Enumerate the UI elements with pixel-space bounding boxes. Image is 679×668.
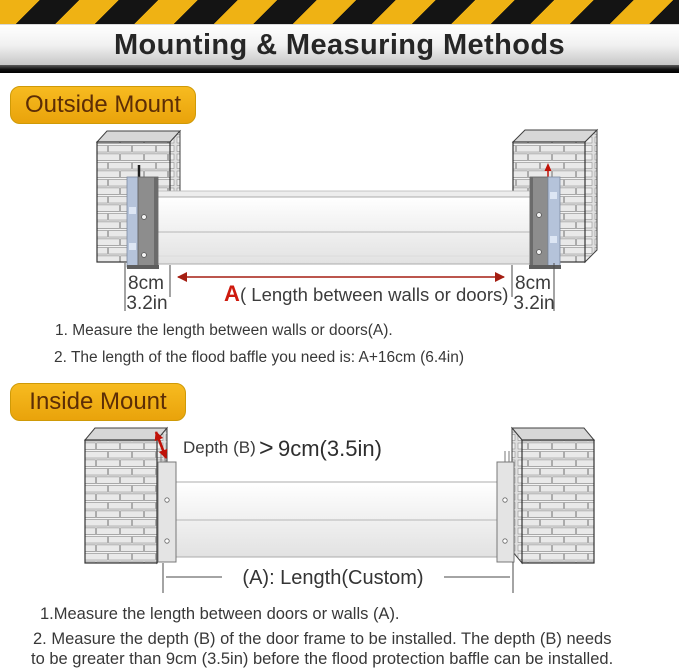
outside-step-2: 2. The length of the flood baffle you need is: A+16cm (6.4in) xyxy=(54,349,465,366)
inside-step-1: 1.Measure the length between doors or walls (A). xyxy=(40,605,400,623)
outside-mount-diagram xyxy=(0,125,679,317)
left-bracket-plate xyxy=(158,451,176,562)
offset-dimension-right xyxy=(512,263,555,314)
hazard-stripe-band xyxy=(0,0,679,24)
offset-right-in: 3.2in xyxy=(513,293,555,314)
offset-dimension-left xyxy=(125,263,170,314)
depth-greater-than: > xyxy=(259,434,274,462)
offset-left-cm: 8cm xyxy=(128,273,164,294)
depth-label: Depth (B) xyxy=(183,438,256,457)
left-mounting-bracket xyxy=(127,165,159,269)
dimension-label: ( Length between walls or doors) xyxy=(240,284,509,305)
right-door-frame-pillar xyxy=(512,428,594,563)
screw-hole xyxy=(537,250,542,255)
dimension-letter-a: A xyxy=(224,281,240,306)
screw-hole xyxy=(537,213,542,218)
screw-hole xyxy=(503,498,507,502)
outside-mount-badge xyxy=(10,86,196,124)
depth-value: 9cm(3.5in) xyxy=(278,436,382,461)
screw-hole xyxy=(165,539,169,543)
screw-hole xyxy=(503,539,507,543)
inside-step-2: 2. Measure the depth (B) of the door frame to be installed. The depth (B) needs xyxy=(33,630,612,648)
screw-hole xyxy=(142,253,147,258)
width-dimension-arrow xyxy=(178,277,508,306)
length-label: (A): Length(Custom) xyxy=(242,567,424,589)
outside-mount-badge-label: Outside Mount xyxy=(24,91,182,118)
screw-hole xyxy=(142,215,147,220)
length-dimension xyxy=(163,562,513,593)
inside-mount-diagram xyxy=(0,423,679,600)
right-bracket-plate xyxy=(497,451,514,562)
title-band-shadow xyxy=(0,65,679,73)
inside-mount-badge xyxy=(10,383,186,421)
inside-mount-badge-label: Inside Mount xyxy=(29,388,167,415)
depth-dimension xyxy=(156,432,382,462)
right-mounting-bracket xyxy=(529,163,561,269)
page-title: Mounting & Measuring Methods xyxy=(113,28,565,61)
inside-step-2-cont: to be greater than 9cm (3.5in) before the flood protection baffle can be installed. xyxy=(31,650,614,668)
left-door-frame-pillar xyxy=(85,428,167,563)
flood-baffle xyxy=(152,191,535,264)
flood-baffle-inside xyxy=(176,482,497,557)
screw-hole xyxy=(165,498,169,502)
offset-right-cm: 8cm xyxy=(515,273,551,294)
offset-left-in: 3.2in xyxy=(126,293,168,314)
title-band xyxy=(0,24,679,65)
outside-step-1: 1. Measure the length between walls or doors(A). xyxy=(55,322,393,339)
